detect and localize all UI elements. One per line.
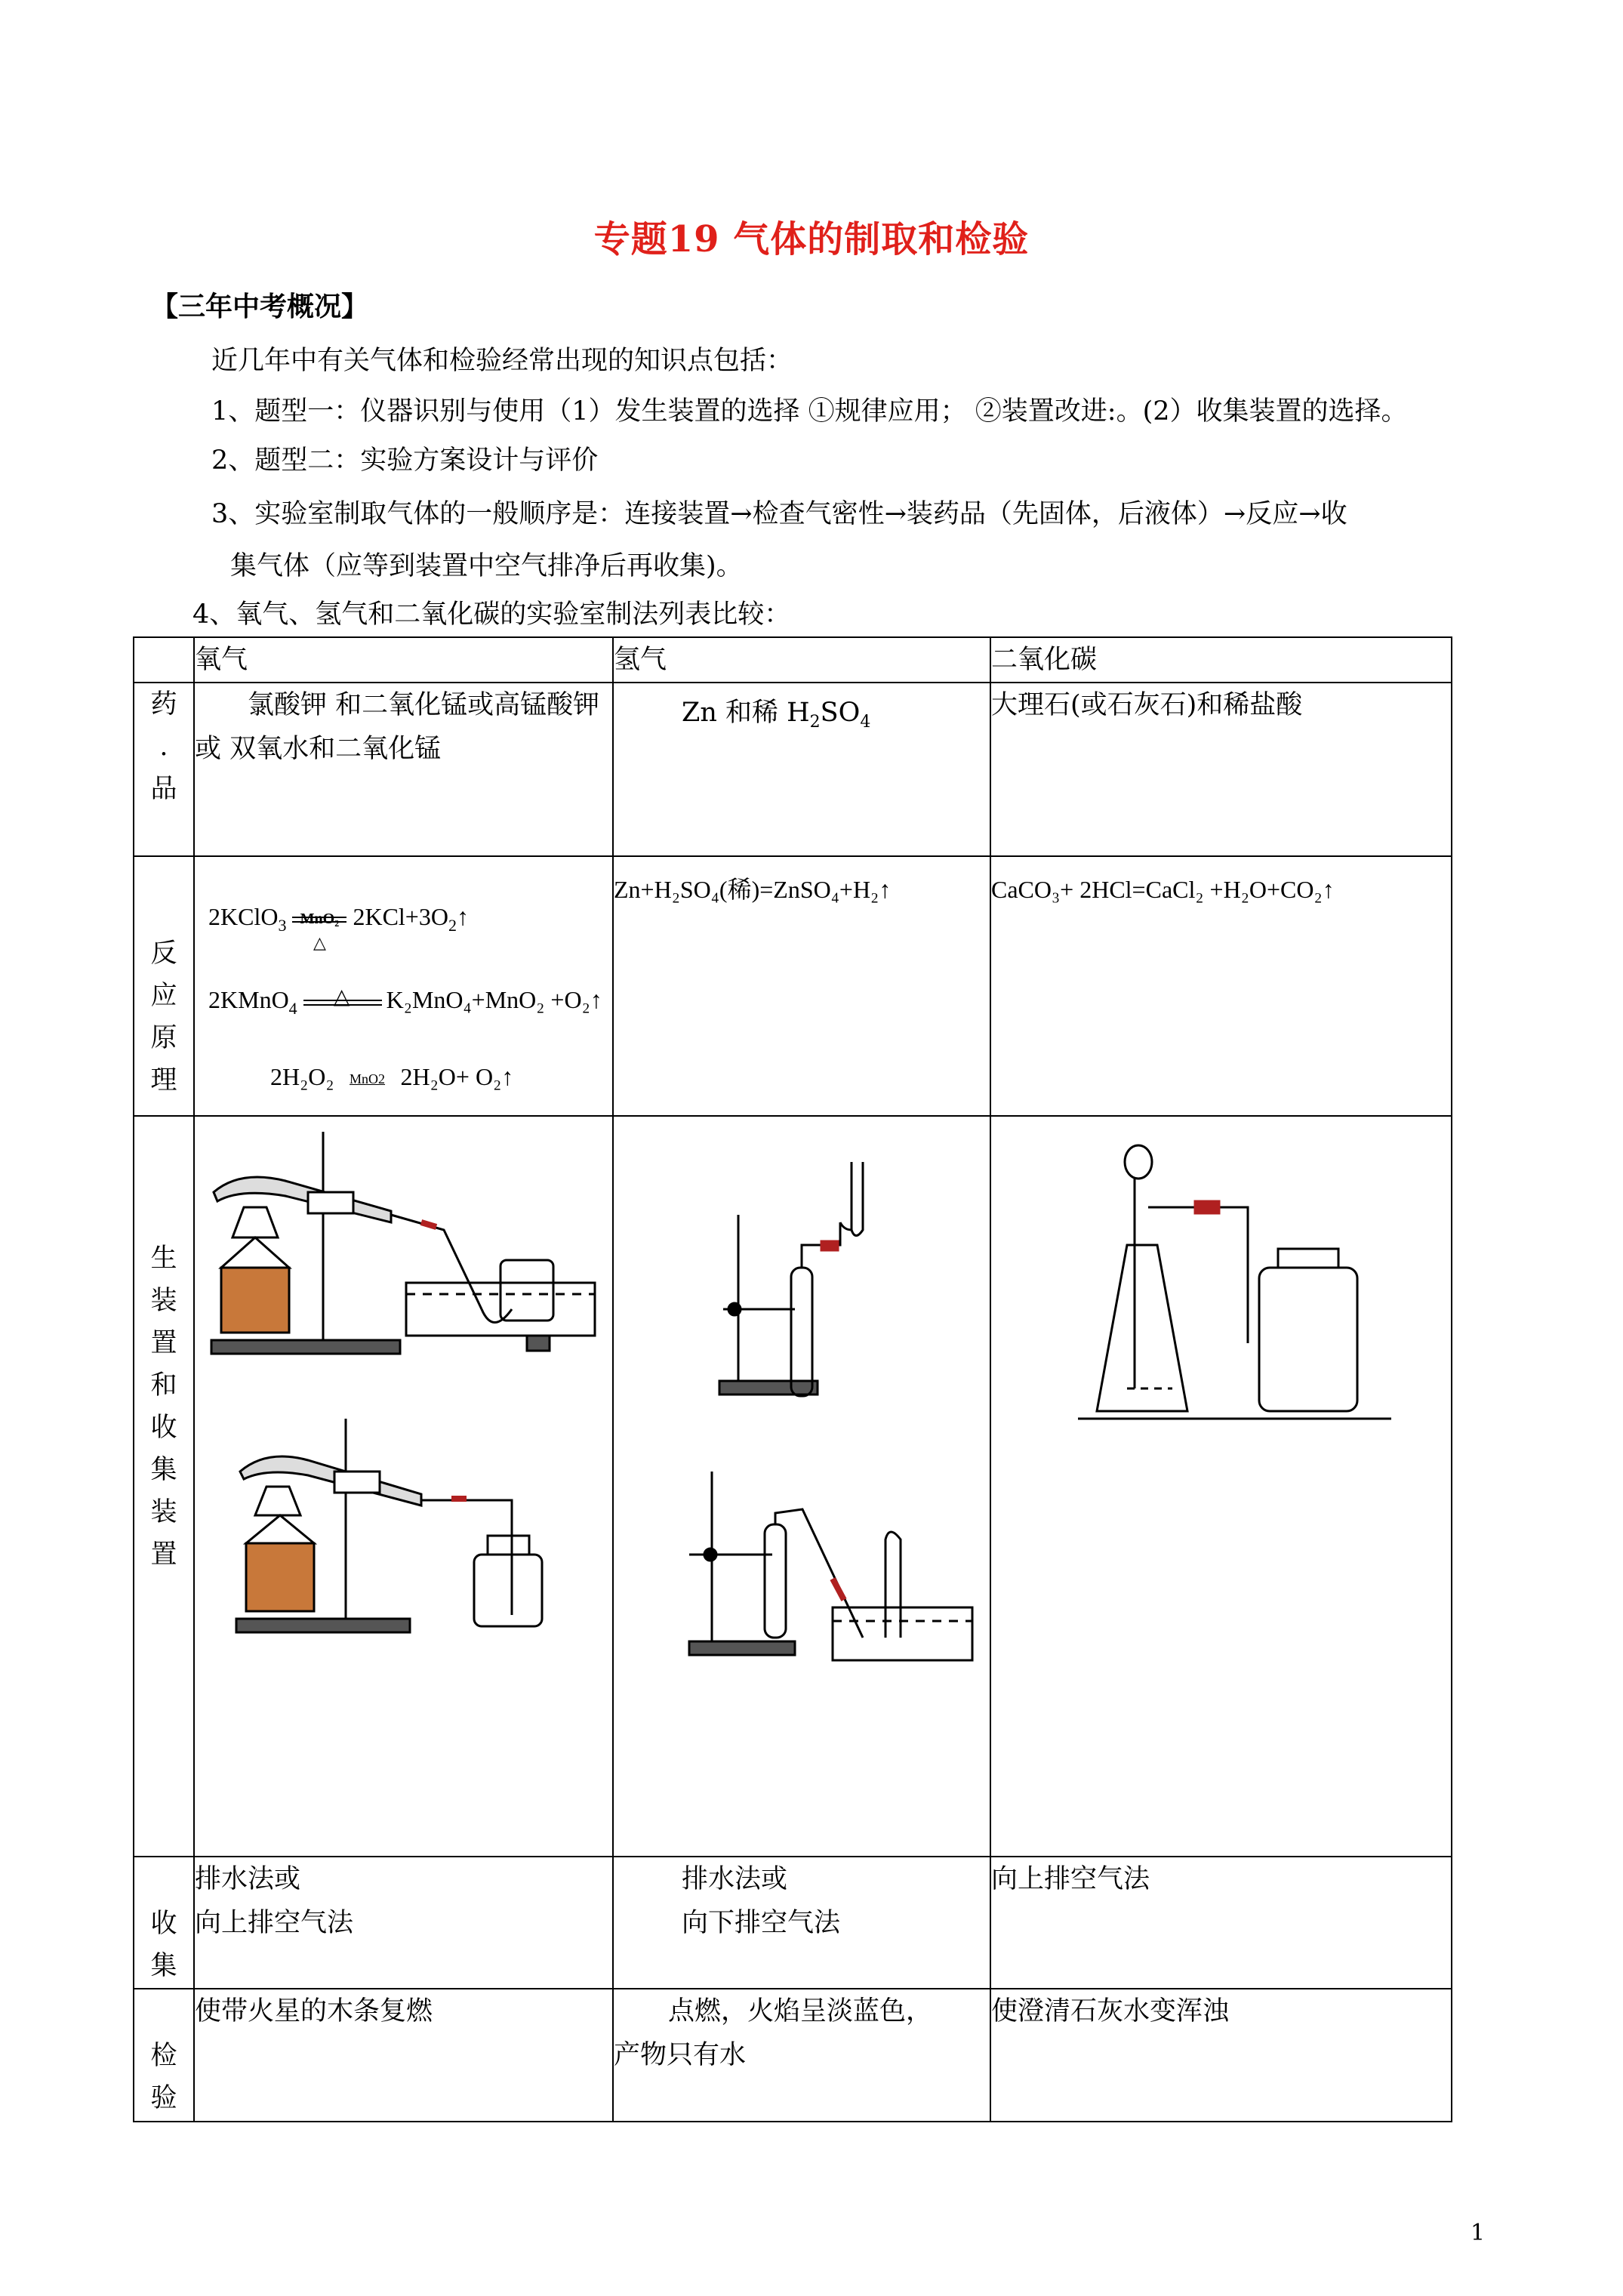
eq1-sub: 3	[278, 916, 287, 935]
drugs-hydrogen	[613, 683, 990, 856]
collect-o2-line2: 向上排空气法	[195, 1908, 354, 1938]
test-hydrogen	[613, 1989, 990, 2122]
collect-h2-line2: 向下排空气法	[682, 1908, 841, 1938]
drugs-h2-sub2: 4	[860, 713, 871, 732]
h2-gas-arrow: ↑	[879, 876, 892, 903]
oxygen-water-collection-setup	[211, 1132, 595, 1354]
row-apparatus	[134, 1116, 1452, 1857]
principle-hydrogen	[613, 856, 990, 1116]
header-oxygen: 氧气	[194, 637, 613, 683]
eq1-right-sub: 2	[448, 916, 457, 935]
hydrogen-generator-setup	[719, 1162, 863, 1396]
hydrogen-water-collection-setup	[689, 1472, 972, 1660]
header-row	[134, 637, 1452, 683]
paragraph-order-cont: 集气体（应等到装置中空气排净后再收集)。	[230, 551, 743, 581]
test-h2-line2: 产物只有水	[614, 2040, 747, 2070]
eq1-gas-arrow: ↑	[456, 903, 469, 930]
collect-oxygen	[194, 1857, 613, 1989]
eq1-cond-top: MnO₂	[300, 910, 340, 927]
collect-h2-line1: 排水法或	[682, 1864, 788, 1894]
eq1-right: 2KCl+3O	[353, 903, 448, 930]
apparatus-hydrogen	[613, 1116, 990, 1857]
h2-equation: Zn+H₂SO₄(稀)=ZnSO₄+H₂	[614, 876, 879, 903]
page-number: 1	[1471, 2220, 1486, 2246]
paragraph-intro: 近几年中有关气体和检验经常出现的知识点包括：	[211, 346, 793, 376]
principle-co2	[990, 856, 1452, 1116]
oxygen-apparatus-diagram	[195, 1117, 614, 1849]
section-heading: 【三年中考概况】	[151, 291, 369, 322]
label-principle: 反 应 原 理	[134, 856, 194, 1116]
oxygen-air-collection-setup	[236, 1419, 542, 1632]
drugs-co2: 大理石(或石灰石)和稀盐酸	[990, 683, 1452, 856]
eq3-cond-top: MnO2	[350, 1071, 386, 1086]
equation-h2o2	[270, 1055, 513, 1102]
header-hydrogen: 氢气	[613, 637, 990, 683]
eq3-left: 2H₂O₂	[270, 1063, 334, 1090]
header-blank	[134, 637, 194, 683]
equation-kmno4: 2KMnO$_4$ △ K₂MnO₄+MnO₂ +O₂↑	[208, 978, 602, 1031]
drugs-h2-b: SO	[820, 698, 861, 728]
collect-hydrogen	[613, 1857, 990, 1989]
eq2-right: K₂MnO₄+MnO₂ +O₂	[386, 986, 590, 1013]
label-test: 检 验	[134, 1989, 194, 2122]
test-h2-line1: 点燃，火焰呈淡蓝色，	[668, 1996, 933, 2026]
apparatus-co2	[990, 1116, 1452, 1857]
equation-kclo3	[208, 895, 469, 952]
eq1-cond-bot: △	[313, 932, 326, 952]
paragraph-order: 3、实验室制取气体的一般顺序是：连接装置→检查气密性→装药品（先固体，后液体）→反应→收	[211, 499, 1347, 529]
drugs-h2-sub1: 2	[809, 713, 821, 732]
eq2-left: 2KMnO	[208, 986, 289, 1013]
comparison-table	[133, 636, 1452, 2122]
row-drugs	[134, 683, 1452, 856]
label-drugs: 药 . 品	[134, 683, 194, 856]
co2-apparatus-diagram	[991, 1117, 1452, 1849]
apparatus-oxygen	[194, 1116, 613, 1857]
page-title: 专题19 气体的制取和检验	[593, 218, 1030, 260]
drugs-oxygen: 氯酸钾 和二氧化锰或高锰酸钾或 双氧水和二氧化锰	[194, 683, 613, 856]
eq3-gas-arrow: ↑	[501, 1063, 514, 1090]
eq2-condition	[300, 980, 383, 1025]
eq3-condition	[337, 1057, 398, 1102]
label-collect: 收 集	[134, 1857, 194, 1989]
header-co2: 二氧化碳	[990, 637, 1452, 683]
collect-o2-line1: 排水法或	[195, 1864, 301, 1894]
eq1-condition	[289, 897, 350, 952]
test-co2: 使澄清石灰水变浑浊	[990, 1989, 1452, 2122]
drugs-h2-a: Zn 和稀 H	[682, 698, 810, 728]
eq3-right: 2H₂O+ O₂	[400, 1063, 502, 1090]
eq2-gas-arrow: ↑	[590, 986, 602, 1013]
collect-co2: 向上排空气法	[990, 1857, 1452, 1989]
row-principle	[134, 856, 1452, 1116]
co2-generator-setup	[1078, 1145, 1391, 1419]
label-apparatus: 生 装 置 和 收 集 装 置	[134, 1116, 194, 1857]
hydrogen-apparatus-diagram	[614, 1117, 991, 1849]
paragraph-compare: 4、氧气、氢气和二氧化碳的实验室制法列表比较：	[192, 599, 791, 630]
co2-equation: CaCO₃+ 2HCl=CaCl₂ +H₂O+CO₂	[991, 876, 1323, 903]
co2-gas-arrow: ↑	[1322, 876, 1335, 903]
paragraph-type-two: 2、题型二：实验方案设计与评价	[211, 445, 599, 476]
paragraph-type-one: 1、题型一：仪器识别与使用（1）发生装置的选择 ①规律应用； ②装置改进:。(2）收集装置的选择。	[211, 396, 1408, 427]
eq2-cond-top: △	[333, 985, 350, 1009]
eq1-left: 2KClO	[208, 903, 279, 930]
principle-oxygen	[194, 856, 613, 1116]
row-collect	[134, 1857, 1452, 1989]
row-test	[134, 1989, 1452, 2122]
test-oxygen: 使带火星的木条复燃	[194, 1989, 613, 2122]
